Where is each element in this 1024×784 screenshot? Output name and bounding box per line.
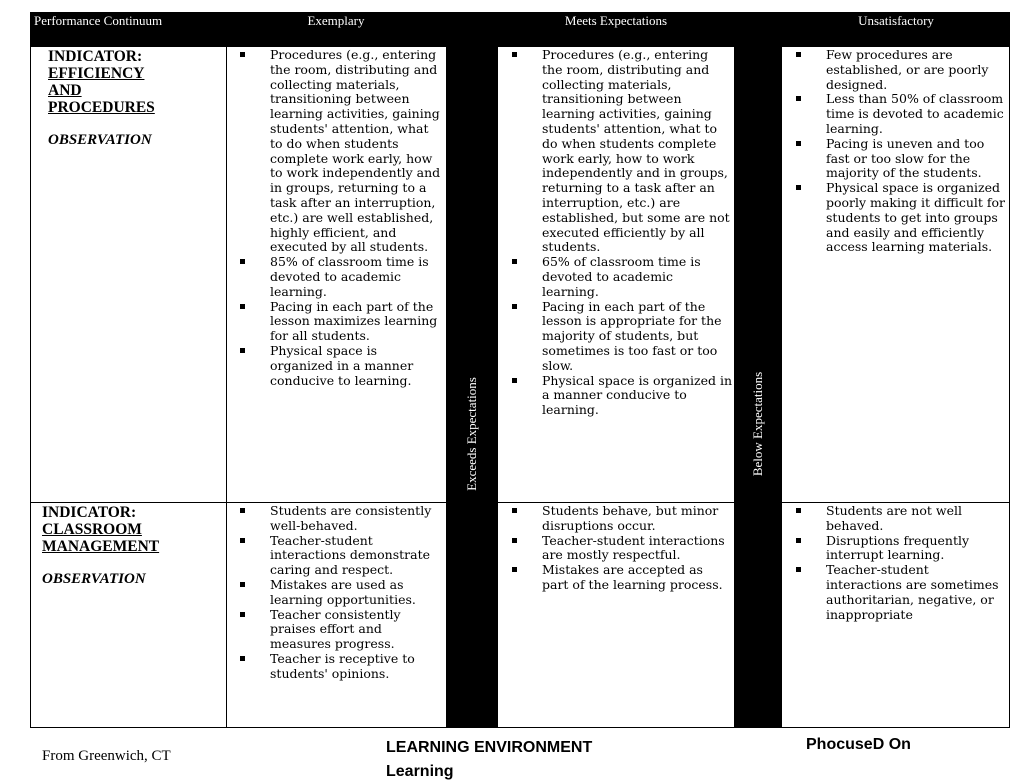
- indicator-name-line: CLASSROOM: [42, 521, 142, 538]
- indicator-label: INDICATOR:: [48, 48, 143, 65]
- criterion-item: 85% of classroom time is devoted to academic learning.: [230, 255, 442, 299]
- header-row: [30, 12, 1010, 46]
- criterion-item: Teacher-student interactions are sometimes authoritarian, negative, or inappropriate: [786, 563, 1008, 622]
- observation-label: OBSERVATION: [48, 132, 152, 148]
- indicator-name-line: PROCEDURES: [48, 99, 155, 116]
- below-band: [734, 46, 782, 728]
- exceeds-label: Exceeds Expectations: [464, 377, 479, 491]
- criterion-item: Teacher consistently praises effort and measures progress.: [230, 608, 442, 652]
- criterion-item: Pacing in each part of the lesson maximizes learning for all students.: [230, 300, 442, 344]
- criterion-item: Disruptions frequently interrupt learning.: [786, 534, 1008, 564]
- header-meets: Meets Expectations: [564, 13, 668, 28]
- rubric-table: [30, 12, 1010, 728]
- footer-title-line: LEARNING ENVIRONMENT: [386, 739, 593, 756]
- criterion-item: Students are not well behaved.: [786, 504, 1008, 534]
- indicator-label: INDICATOR:: [42, 504, 137, 521]
- brand-text: PhocuseD On: [806, 736, 911, 753]
- criterion-item: Physical space is organized in a manner conducive to learning.: [502, 374, 732, 418]
- meets-efficiency: [502, 48, 732, 500]
- criterion-item: Students behave, but minor disruptions occur.: [502, 504, 732, 534]
- footer-title: [386, 736, 592, 784]
- row-divider: [30, 502, 446, 503]
- indicator-name-line: AND: [48, 82, 82, 99]
- criterion-item: Students are consistently well-behaved.: [230, 504, 442, 534]
- indicator-name-line: EFFICIENCY: [48, 65, 145, 82]
- indicator-title: [42, 504, 224, 555]
- source-note: From Greenwich, CT: [42, 748, 171, 764]
- header-continuum: Performance Continuum: [34, 13, 163, 28]
- header-unsatisfactory: Unsatisfactory: [858, 13, 934, 28]
- criterion-item: Mistakes are used as learning opportunities.: [230, 578, 442, 608]
- indicator-title: [48, 48, 224, 116]
- row-divider: [782, 502, 1010, 503]
- criterion-item: Procedures (e.g., entering the room, distributing and collecting materials, transitioning between learning activities, gaining students' attention, what to do when students complete work early, how to work independently and in groups, returning to a task after an interruption, etc.) are established, but some are not executed efficiently by all students.: [502, 48, 732, 255]
- indicator-efficiency: [48, 48, 224, 498]
- criterion-item: Teacher is receptive to students' opinions.: [230, 652, 442, 682]
- criterion-item: 65% of classroom time is devoted to academic learning.: [502, 255, 732, 299]
- criterion-item: Pacing is uneven and too fast or too slow for the majority of the students.: [786, 137, 1008, 181]
- observation-label: OBSERVATION: [42, 571, 146, 587]
- exemplary-classroom: [230, 504, 442, 726]
- meets-classroom: [502, 504, 732, 726]
- criterion-item: Pacing in each part of the lesson is appropriate for the majority of students, but sometimes is too fast or too slow.: [502, 300, 732, 374]
- criterion-item: Procedures (e.g., entering the room, distributing and collecting materials, transitioning between learning activities, gaining students' attention, what to do when students complete work early, how to work independently and in groups, returning to a task after an interruption, etc.) are well established, highly efficient, and executed by all students.: [230, 48, 442, 255]
- criterion-item: Physical space is organized in a manner conducive to learning.: [230, 344, 442, 388]
- exemplary-efficiency: [230, 48, 442, 500]
- header-exemplary: Exemplary: [307, 13, 365, 28]
- indicator-name-line: MANAGEMENT: [42, 538, 160, 555]
- criterion-item: Teacher-student interactions are mostly respectful.: [502, 534, 732, 564]
- column-divider: [226, 46, 227, 728]
- criterion-item: Less than 50% of classroom time is devoted to academic learning.: [786, 92, 1008, 136]
- row-divider: [498, 502, 734, 503]
- criterion-item: Teacher-student interactions demonstrate caring and respect.: [230, 534, 442, 578]
- unsatisfactory-classroom: [786, 504, 1008, 726]
- criterion-item: Mistakes are accepted as part of the learning process.: [502, 563, 732, 593]
- unsatisfactory-efficiency: [786, 48, 1008, 500]
- indicator-classroom-management: [42, 504, 224, 724]
- criterion-item: Few procedures are established, or are poorly designed.: [786, 48, 1008, 92]
- criterion-item: Physical space is organized poorly making it difficult for students to get into groups and easily and efficiently access learning materials.: [786, 181, 1008, 255]
- below-label: Below Expectations: [750, 371, 765, 477]
- footer-title-line: Learning: [386, 763, 454, 780]
- exceeds-band: [446, 46, 498, 728]
